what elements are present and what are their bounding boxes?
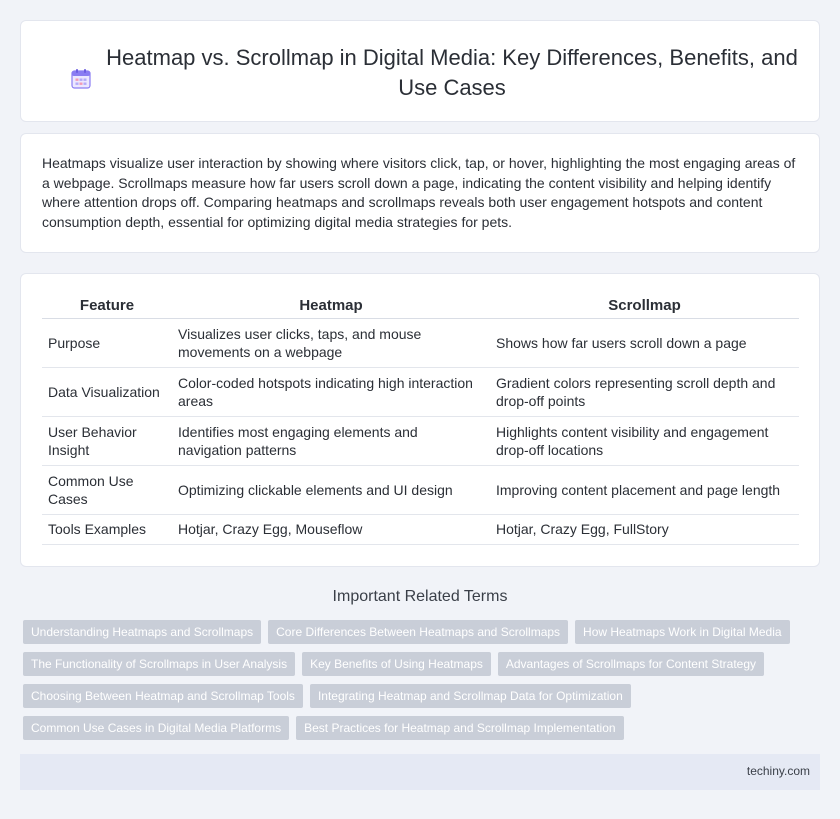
related-term-tag[interactable]: Best Practices for Heatmap and Scrollmap Implementation xyxy=(296,716,623,740)
comparison-table xyxy=(42,294,799,545)
feature-cell: Purpose xyxy=(42,318,172,367)
header-scrollmap: Scrollmap xyxy=(490,294,799,318)
related-term-tag[interactable]: How Heatmaps Work in Digital Media xyxy=(575,620,790,644)
heatmap-cell: Hotjar, Crazy Egg, Mouseflow xyxy=(172,514,490,544)
related-term-tag[interactable]: Choosing Between Heatmap and Scrollmap Tools xyxy=(23,684,303,708)
comparison-card xyxy=(20,273,820,567)
heatmap-cell: Visualizes user clicks, taps, and mouse movements on a webpage xyxy=(172,318,490,367)
table-row xyxy=(42,514,799,544)
related-term-tag[interactable]: Core Differences Between Heatmaps and Scrollmaps xyxy=(268,620,568,644)
related-terms-heading: Important Related Terms xyxy=(332,588,508,605)
table-row xyxy=(42,416,799,465)
footer xyxy=(20,754,820,790)
heatmap-cell: Identifies most engaging elements and navigation patterns xyxy=(172,416,490,465)
scrollmap-cell: Highlights content visibility and engagement drop-off locations xyxy=(490,416,799,465)
feature-cell: User Behavior Insight xyxy=(42,416,172,465)
related-term-tag[interactable]: Common Use Cases in Digital Media Platforms xyxy=(23,716,289,740)
table-row xyxy=(42,367,799,416)
scrollmap-cell: Shows how far users scroll down a page xyxy=(490,318,799,367)
related-term-tag[interactable]: Key Benefits of Using Heatmaps xyxy=(302,652,491,676)
scrollmap-cell: Improving content placement and page length xyxy=(490,465,799,514)
feature-cell: Data Visualization xyxy=(42,367,172,416)
related-term-tag[interactable]: Advantages of Scrollmaps for Content Strategy xyxy=(498,652,764,676)
related-terms-list xyxy=(23,620,813,748)
intro-paragraph: Heatmaps visualize user interaction by showing where visitors click, tap, or hover, highlighting the most engaging areas of a webpage. Scrollmaps measure how far users scroll down a page, indicating the content visibility and helping identify where attention drops off. Comparing heatmaps and scrollmaps reveals both user engagement hotspots and content consumption depth, essential for optimizing digital media strategies for pets. xyxy=(42,155,796,230)
related-term-tag[interactable]: Understanding Heatmaps and Scrollmaps xyxy=(23,620,261,644)
table-row xyxy=(42,318,799,367)
scrollmap-cell: Gradient colors representing scroll depth and drop-off points xyxy=(490,367,799,416)
footer-site-link[interactable]: techiny.com xyxy=(746,764,810,778)
feature-cell: Common Use Cases xyxy=(42,465,172,514)
heatmap-cell: Optimizing clickable elements and UI design xyxy=(172,465,490,514)
header-heatmap: Heatmap xyxy=(172,294,490,318)
title-card xyxy=(20,20,820,122)
feature-cell: Tools Examples xyxy=(42,514,172,544)
header-feature: Feature xyxy=(42,294,172,318)
page-title: Heatmap vs. Scrollmap in Digital Media: Key Differences, Benefits, and Use Cases xyxy=(106,45,798,100)
related-term-tag[interactable]: Integrating Heatmap and Scrollmap Data for Optimization xyxy=(310,684,631,708)
table-row xyxy=(42,465,799,514)
table-header-row xyxy=(42,294,799,318)
scrollmap-cell: Hotjar, Crazy Egg, FullStory xyxy=(490,514,799,544)
heatmap-cell: Color-coded hotspots indicating high interaction areas xyxy=(172,367,490,416)
related-term-tag[interactable]: The Functionality of Scrollmaps in User Analysis xyxy=(23,652,295,676)
intro-card xyxy=(20,133,820,253)
